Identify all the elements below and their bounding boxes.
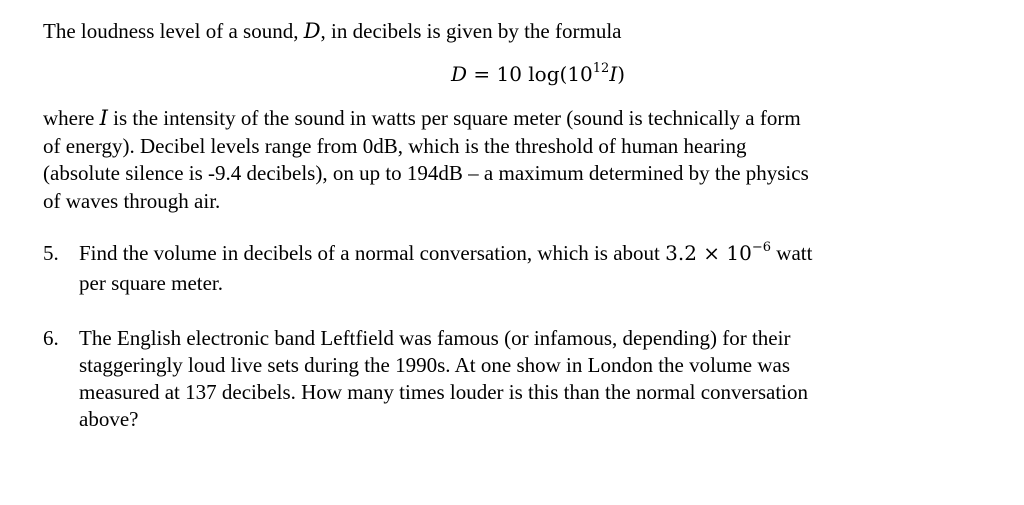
description-line-2: of energy). Decibel levels range from 0dB, which is the threshold of human hearing [43, 133, 747, 158]
intro-text-before: The loudness level of a sound, [43, 19, 299, 43]
problem-6 [43, 325, 973, 433]
problem-6-line-3: measured at 137 decibels. How many times louder is this than the normal conversation [79, 380, 808, 404]
formula-close: ) [617, 62, 626, 86]
problem-5-math-exponent: −6 [751, 240, 772, 255]
problem-5-number: 5. [43, 241, 59, 265]
problem-5-line-1 [79, 240, 973, 270]
problem-6-line-1: The English electronic band Leftfield was famous (or infamous, depending) for their [79, 326, 791, 350]
description-line1-before: where [43, 106, 95, 130]
problem-5-intensity-value [665, 241, 771, 265]
formula-lhs: D [450, 62, 467, 86]
formula-var: I [609, 62, 618, 86]
description-line1-after: is the intensity of the sound in watts per square meter (sound is technically a form [113, 106, 801, 130]
intro-variable-d: D [303, 19, 321, 43]
formula-exponent: 12 [592, 61, 610, 76]
problem-5-text: Find the volume in decibels of a normal conversation, which is about [79, 241, 660, 265]
description-variable-i: I [99, 106, 108, 130]
description-line-1 [43, 105, 973, 133]
problem-6-line-4: above? [79, 407, 139, 431]
description-line-3: (absolute silence is -9.4 decibels), on up to 194dB – a maximum determined by the physics [43, 161, 809, 185]
problem-5-line-2: per square meter. [79, 271, 224, 295]
problem-6-line-2: staggeringly loud live sets during the 1990s. At one show in London the volume was [79, 353, 791, 377]
description-line-4: of waves through air. [43, 188, 221, 213]
document-page [43, 18, 973, 433]
description-paragraph [43, 105, 973, 215]
problem-5-math-base: 3.2 × 10 [665, 241, 752, 265]
intro-text-after: , in decibels is given by the formula [320, 19, 622, 43]
decibel-formula [43, 59, 973, 89]
problem-5-end: watt [776, 241, 813, 265]
formula-equals: = [466, 62, 497, 86]
problem-5 [43, 240, 973, 297]
intro-line [43, 18, 973, 45]
formula-coef: 10 log(10 [496, 62, 593, 86]
problem-6-number: 6. [43, 326, 59, 350]
